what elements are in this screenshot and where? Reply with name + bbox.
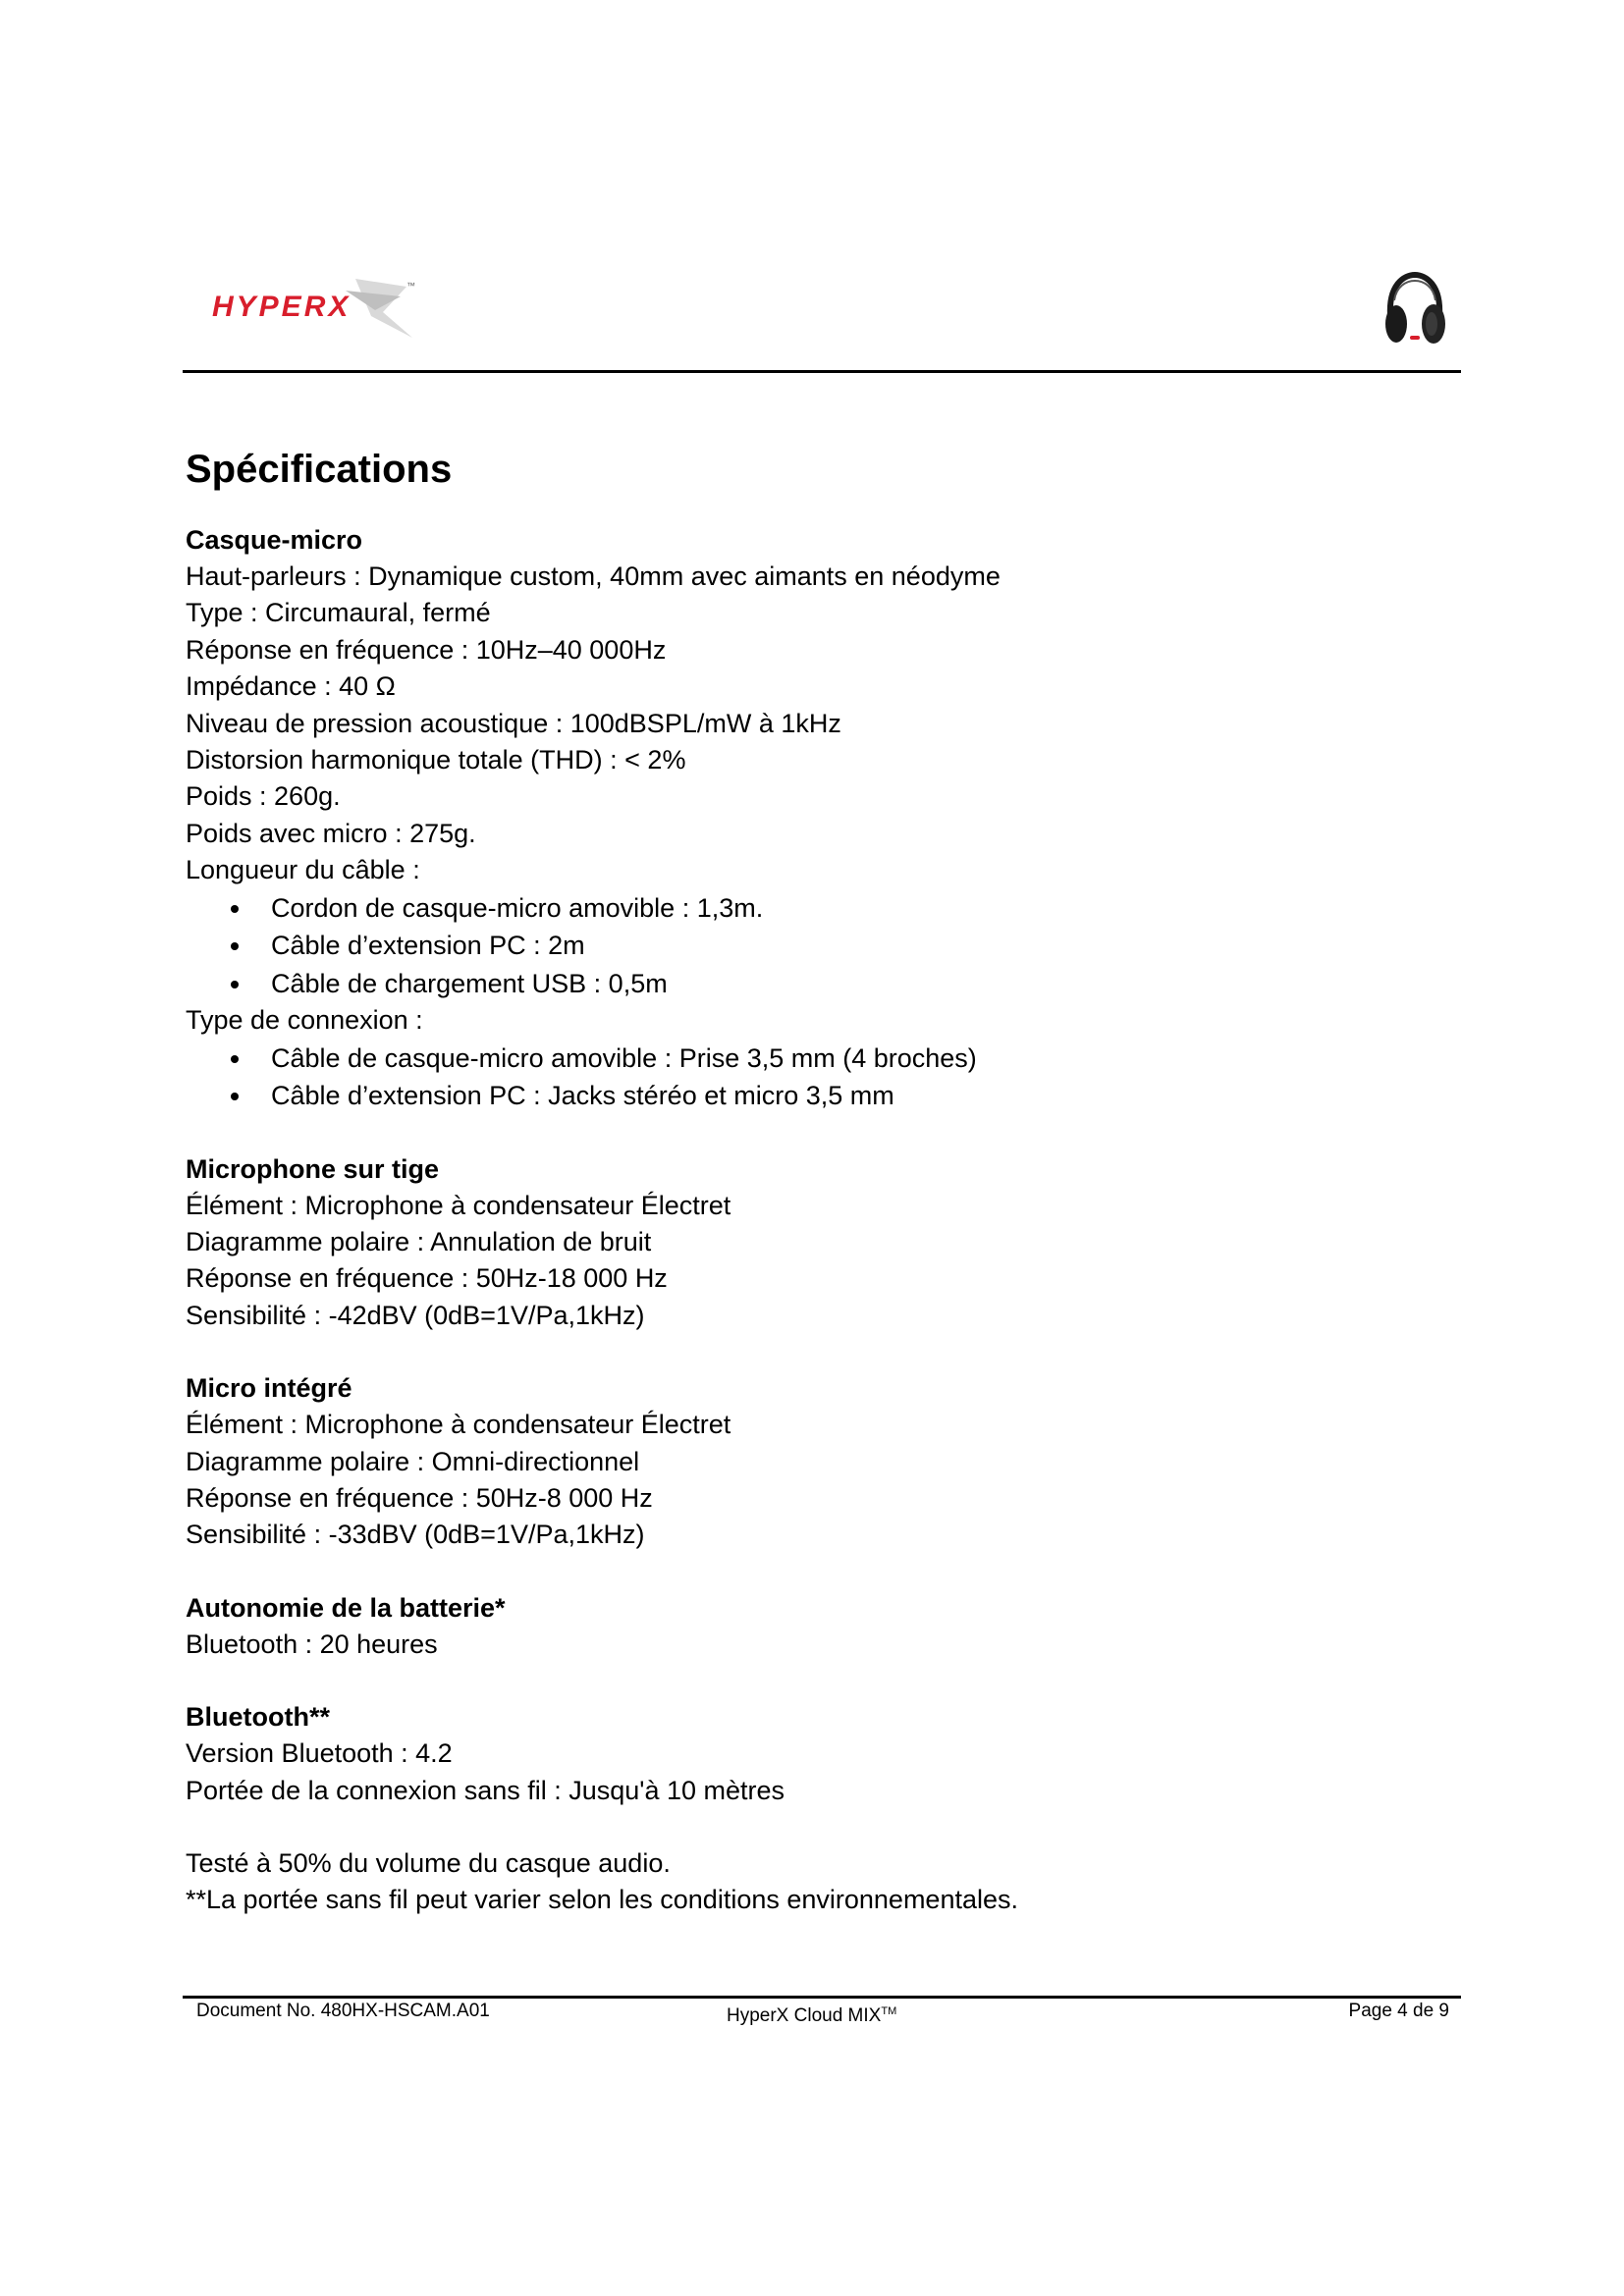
svg-text:HYPERX: HYPERX — [212, 291, 352, 323]
bullet-icon — [231, 1093, 239, 1100]
bullet-icon — [231, 1055, 239, 1063]
trademark-mark: TM — [881, 2005, 897, 2017]
section-headset — [186, 522, 1462, 1115]
footnote: Testé à 50% du volume du casque audio. — [186, 1848, 671, 1879]
spec-line: Poids avec micro : 275g. — [186, 818, 476, 848]
cable-length-list — [186, 889, 1462, 1003]
spec-line: Réponse en fréquence : 50Hz-18 000 Hz — [186, 1263, 668, 1294]
spec-line: Réponse en fréquence : 10Hz–40 000Hz — [186, 634, 667, 665]
spec-line: Type : Circumaural, fermé — [186, 598, 491, 628]
document-number: Document No. 480HX-HSCAM.A01 — [196, 2001, 490, 2021]
list-item — [186, 927, 1462, 965]
section-heading: Micro intégré — [186, 1373, 352, 1404]
list-item — [186, 889, 1462, 928]
section-built-in-mic — [186, 1370, 1462, 1554]
product-name — [727, 1999, 896, 2029]
svg-text:™: ™ — [406, 281, 415, 291]
spec-line: Portée de la connexion sans fil : Jusqu'à 10 mètres — [186, 1775, 785, 1805]
spec-line: Sensibilité : -33dBV (0dB=1V/Pa,1kHz) — [186, 1520, 645, 1550]
spec-line: Impédance : 40 Ω — [186, 671, 396, 702]
section-bluetooth — [186, 1699, 1462, 1809]
section-boom-mic — [186, 1151, 1462, 1335]
list-item — [186, 1077, 1462, 1115]
spec-line: Type de connexion : — [186, 1005, 423, 1036]
spec-line: Distorsion harmonique totale (THD) : < 2% — [186, 745, 686, 775]
list-item-text: Cordon de casque-micro amovible : 1,3m. — [271, 892, 764, 923]
connection-type-list — [186, 1040, 1462, 1115]
list-item-text: Câble de casque-micro amovible : Prise 3,5 mm (4 broches) — [271, 1042, 977, 1073]
hyperx-logo-lettering — [212, 291, 351, 323]
section-heading: Casque-micro — [186, 525, 363, 555]
hyperx-logo — [208, 273, 424, 344]
main-content — [186, 440, 1462, 1919]
spec-line: Élément : Microphone à condensateur Électret — [186, 1410, 731, 1440]
spec-line: Élément : Microphone à condensateur Électret — [186, 1190, 731, 1220]
headset-icon — [1382, 271, 1447, 349]
spec-line: Réponse en fréquence : 50Hz-8 000 Hz — [186, 1483, 653, 1513]
footnote: **La portée sans fil peut varier selon les conditions environnementales. — [186, 1885, 1018, 1915]
bullet-icon — [231, 905, 239, 913]
section-heading: Autonomie de la batterie* — [186, 1592, 506, 1623]
spec-line: Bluetooth : 20 heures — [186, 1629, 438, 1659]
footnotes — [186, 1845, 1462, 1919]
list-item-text: Câble d’extension PC : 2m — [271, 931, 585, 961]
spec-line: Diagramme polaire : Omni-directionnel — [186, 1446, 640, 1476]
spec-line: Niveau de pression acoustique : 100dBSPL/mW à 1kHz — [186, 708, 841, 738]
page-number: Page 4 de 9 — [1348, 2001, 1449, 2021]
bullet-icon — [231, 942, 239, 950]
spec-line: Longueur du câble : — [186, 855, 420, 885]
spec-line: Version Bluetooth : 4.2 — [186, 1738, 453, 1769]
page-footer — [196, 1999, 1449, 2024]
list-item-text: Câble d’extension PC : Jacks stéréo et micro 3,5 mm — [271, 1081, 894, 1111]
list-item — [186, 965, 1462, 1003]
section-battery — [186, 1590, 1462, 1663]
list-item — [186, 1040, 1462, 1078]
product-name-text: HyperX Cloud MIX — [727, 2005, 882, 2026]
spec-line: Haut-parleurs : Dynamique custom, 40mm avec aimants en néodyme — [186, 561, 1001, 591]
section-heading: Bluetooth** — [186, 1702, 330, 1733]
spec-line: Poids : 260g. — [186, 781, 341, 812]
header-divider — [183, 370, 1461, 373]
list-item-text: Câble de chargement USB : 0,5m — [271, 968, 668, 998]
bullet-icon — [231, 981, 239, 988]
section-heading: Microphone sur tige — [186, 1153, 440, 1184]
page-title: Spécifications — [186, 448, 453, 491]
spec-line: Diagramme polaire : Annulation de bruit — [186, 1226, 652, 1256]
spec-line: Sensibilité : -42dBV (0dB=1V/Pa,1kHz) — [186, 1300, 645, 1330]
